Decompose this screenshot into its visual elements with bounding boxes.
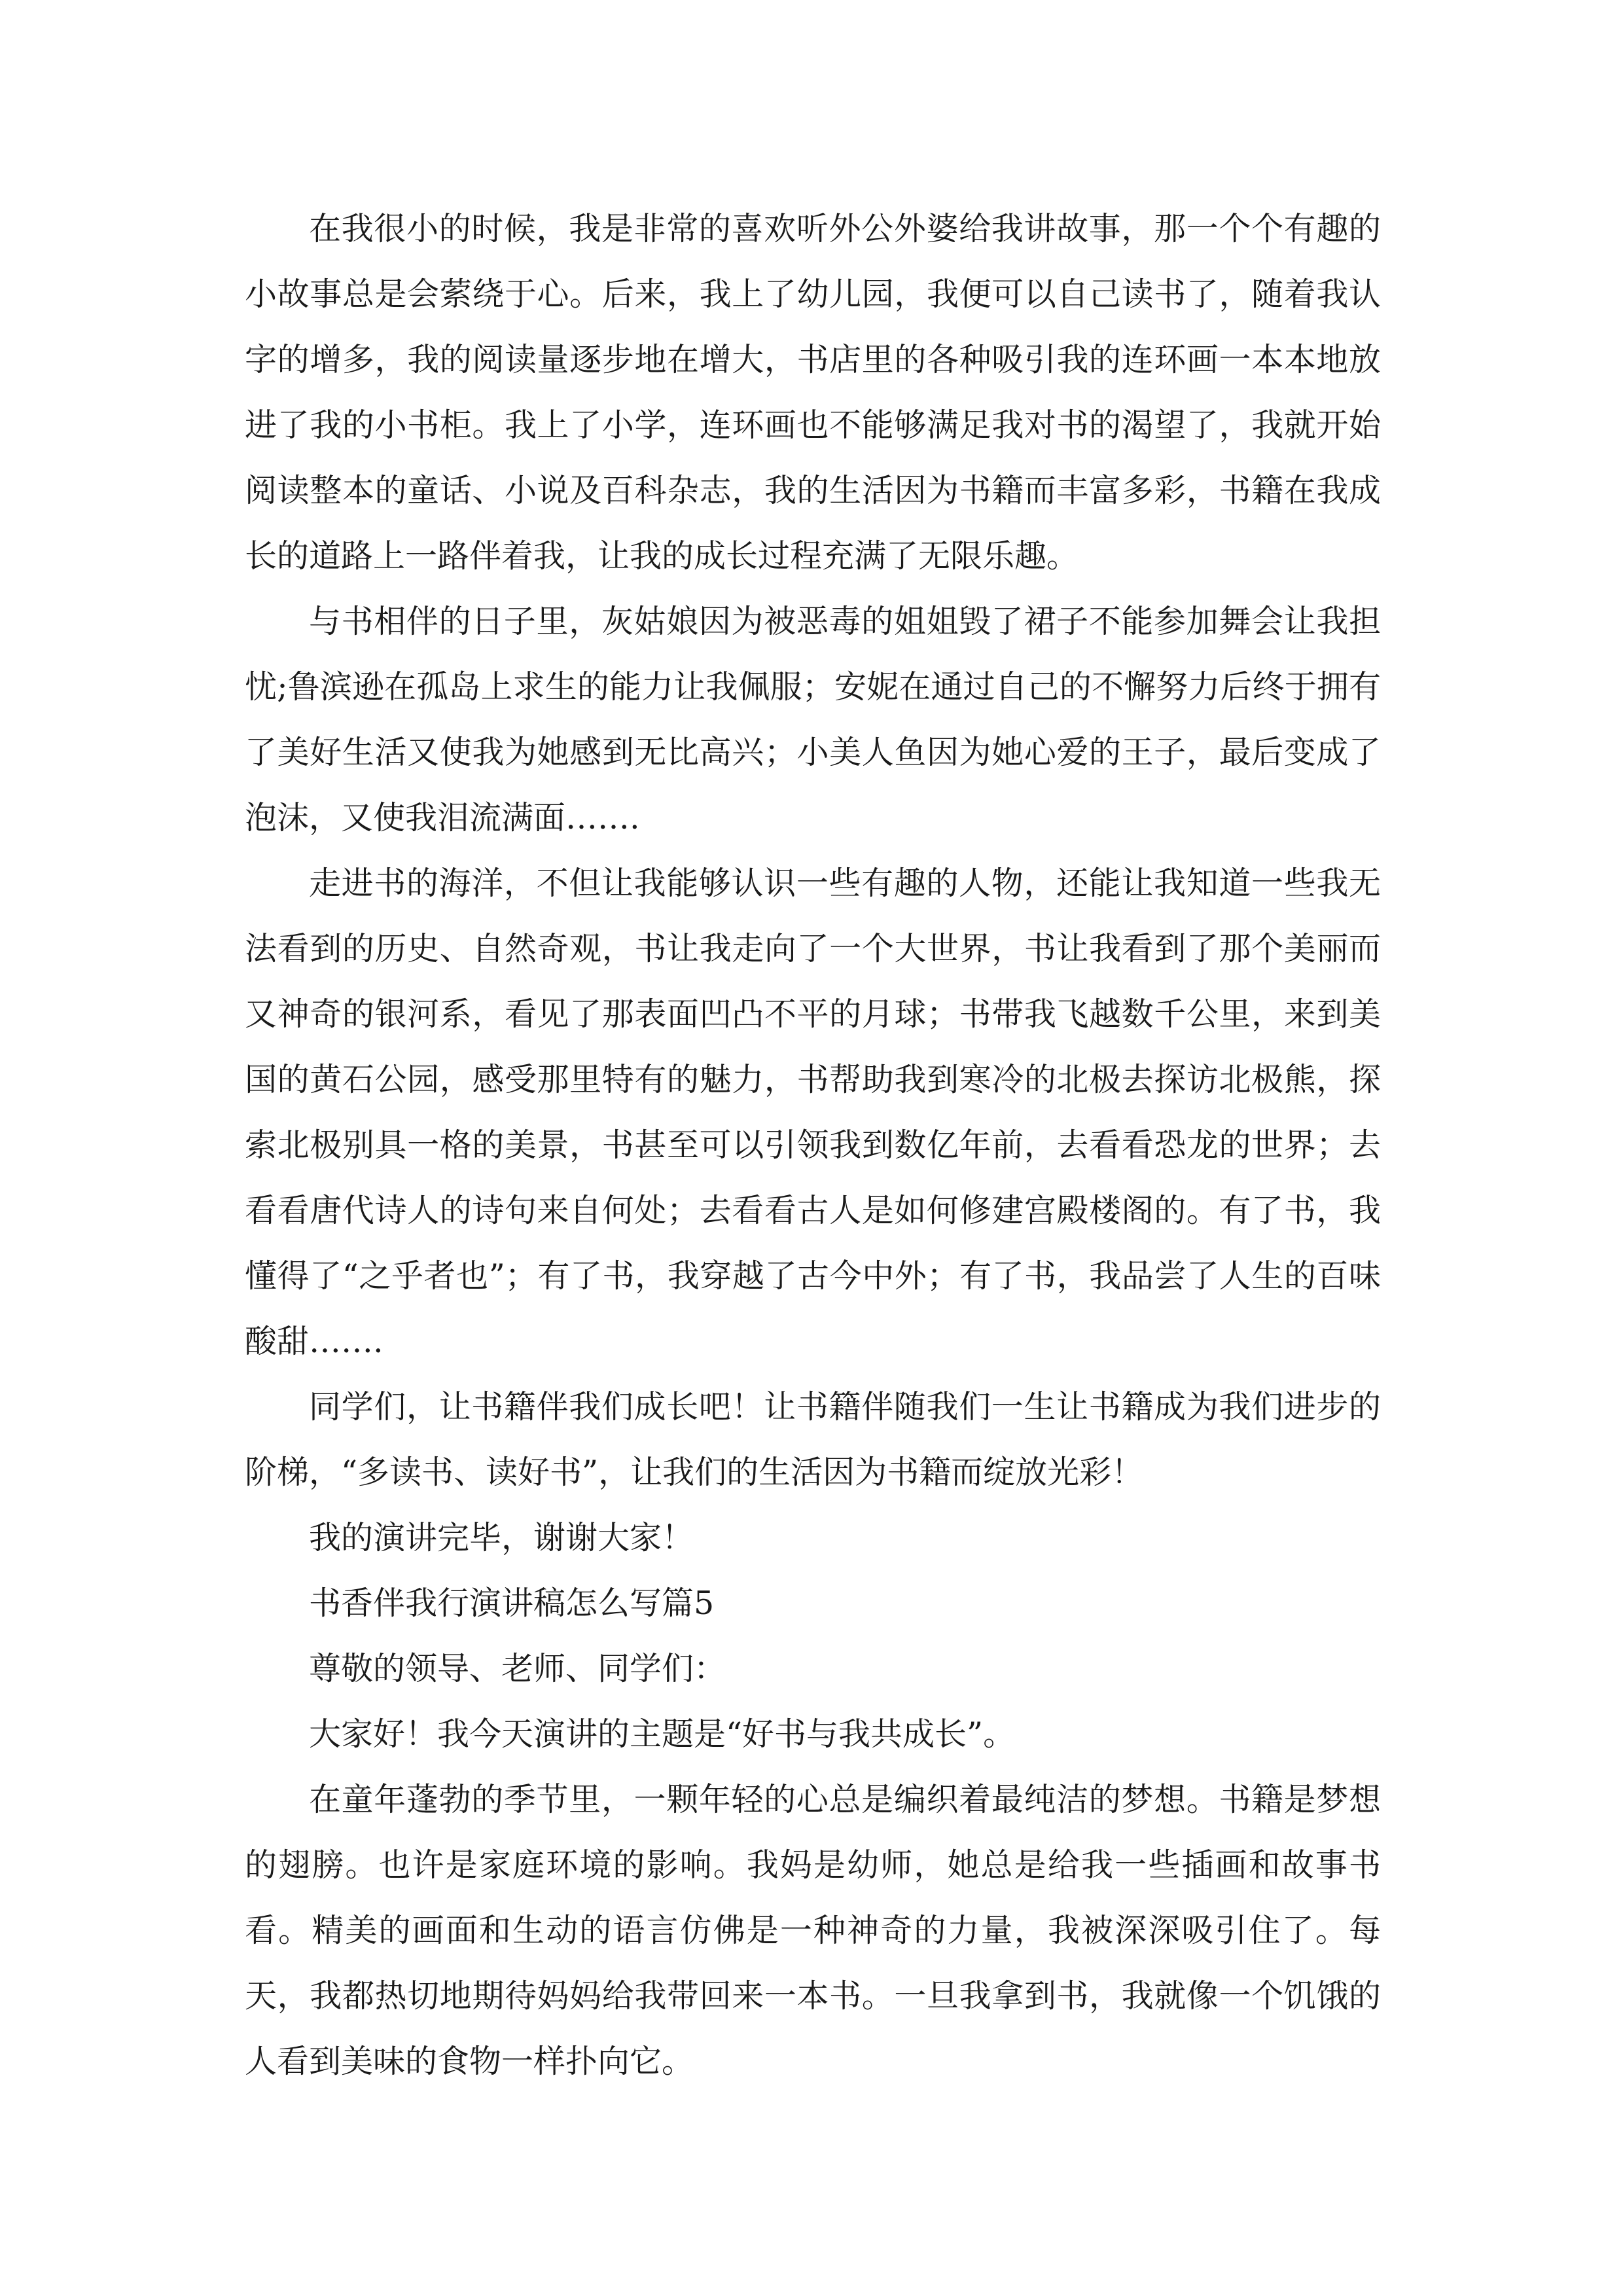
paragraph-sea-of-books: 走进书的海洋，不但让我能够认识一些有趣的人物，还能让我知道一些我无法看到的历史、自然奇观，书让我走向了一个大世界，书让我看到了那个美丽而又神奇的银河系，看见了那表面凹凸不平的月球；书带我飞越数千公里，来到美国的黄石公园，感受那里特有的魅力，书帮助我到寒冷的北极去探访北极熊，探索北极别具一格的美景，书甚至可以引领我到数亿年前，去看看恐龙的世界；去看看唐代诗人的诗句来自何处；去看看古人是如何修建宫殿楼阁的。有了书，我懂得了“之乎者也”；有了书，我穿越了古今中外；有了书，我品尝了人生的百味酸甜…….	[245, 865, 1381, 1360]
paragraph-call-to-classmates: 同学们，让书籍伴我们成长吧！让书籍伴随我们一生让书籍成为我们进步的阶梯，“多读书、读好书”，让我们的生活因为书籍而绽放光彩！	[245, 1388, 1381, 1491]
section-heading: 书香伴我行演讲稿怎么写篇5	[309, 1585, 715, 1622]
paragraph-story-characters: 与书相伴的日子里，灰姑娘因为被恶毒的姐姐毁了裙子不能参加舞会让我担忧;鲁滨逊在孤岛上求生的能力让我佩服；安妮在通过自己的不懈努力后终于拥有了美好生活又使我为她感到无比高兴；小美人鱼因为她心爱的王子，最后变成了泡沫，又使我泪流满面…….	[245, 603, 1381, 836]
paragraph-salutation: 尊敬的领导、老师、同学们：	[309, 1650, 726, 1687]
paragraph-greeting-topic: 大家好！我今天演讲的主题是“好书与我共成长”。	[309, 1715, 1016, 1753]
document-body	[245, 196, 1381, 2094]
paragraph-childhood-dreams: 在童年蓬勃的季节里，一颗年轻的心总是编织着最纯洁的梦想。书籍是梦想的翅膀。也许是家庭环境的影响。我妈是幼师，她总是给我一些插画和故事书看。精美的画面和生动的语言仿佛是一种神奇的力量，我被深深吸引住了。每天，我都热切地期待妈妈给我带回来一本书。一旦我拿到书，我就像一个饥饿的人看到美味的食物一样扑向它。	[245, 1781, 1381, 2080]
paragraph-childhood-reading: 在我很小的时候，我是非常的喜欢听外公外婆给我讲故事，那一个个有趣的小故事总是会萦绕于心。后来，我上了幼儿园，我便可以自己读书了，随着我认字的增多，我的阅读量逐步地在增大，书店里的各种吸引我的连环画一本本地放进了我的小书柜。我上了小学，连环画也不能够满足我对书的渴望了，我就开始阅读整本的童话、小说及百科杂志，我的生活因为书籍而丰富多彩，书籍在我成长的道路上一路伴着我，让我的成长过程充满了无限乐趣。	[245, 210, 1381, 575]
paragraph-closing-thanks: 我的演讲完毕，谢谢大家！	[309, 1519, 694, 1556]
